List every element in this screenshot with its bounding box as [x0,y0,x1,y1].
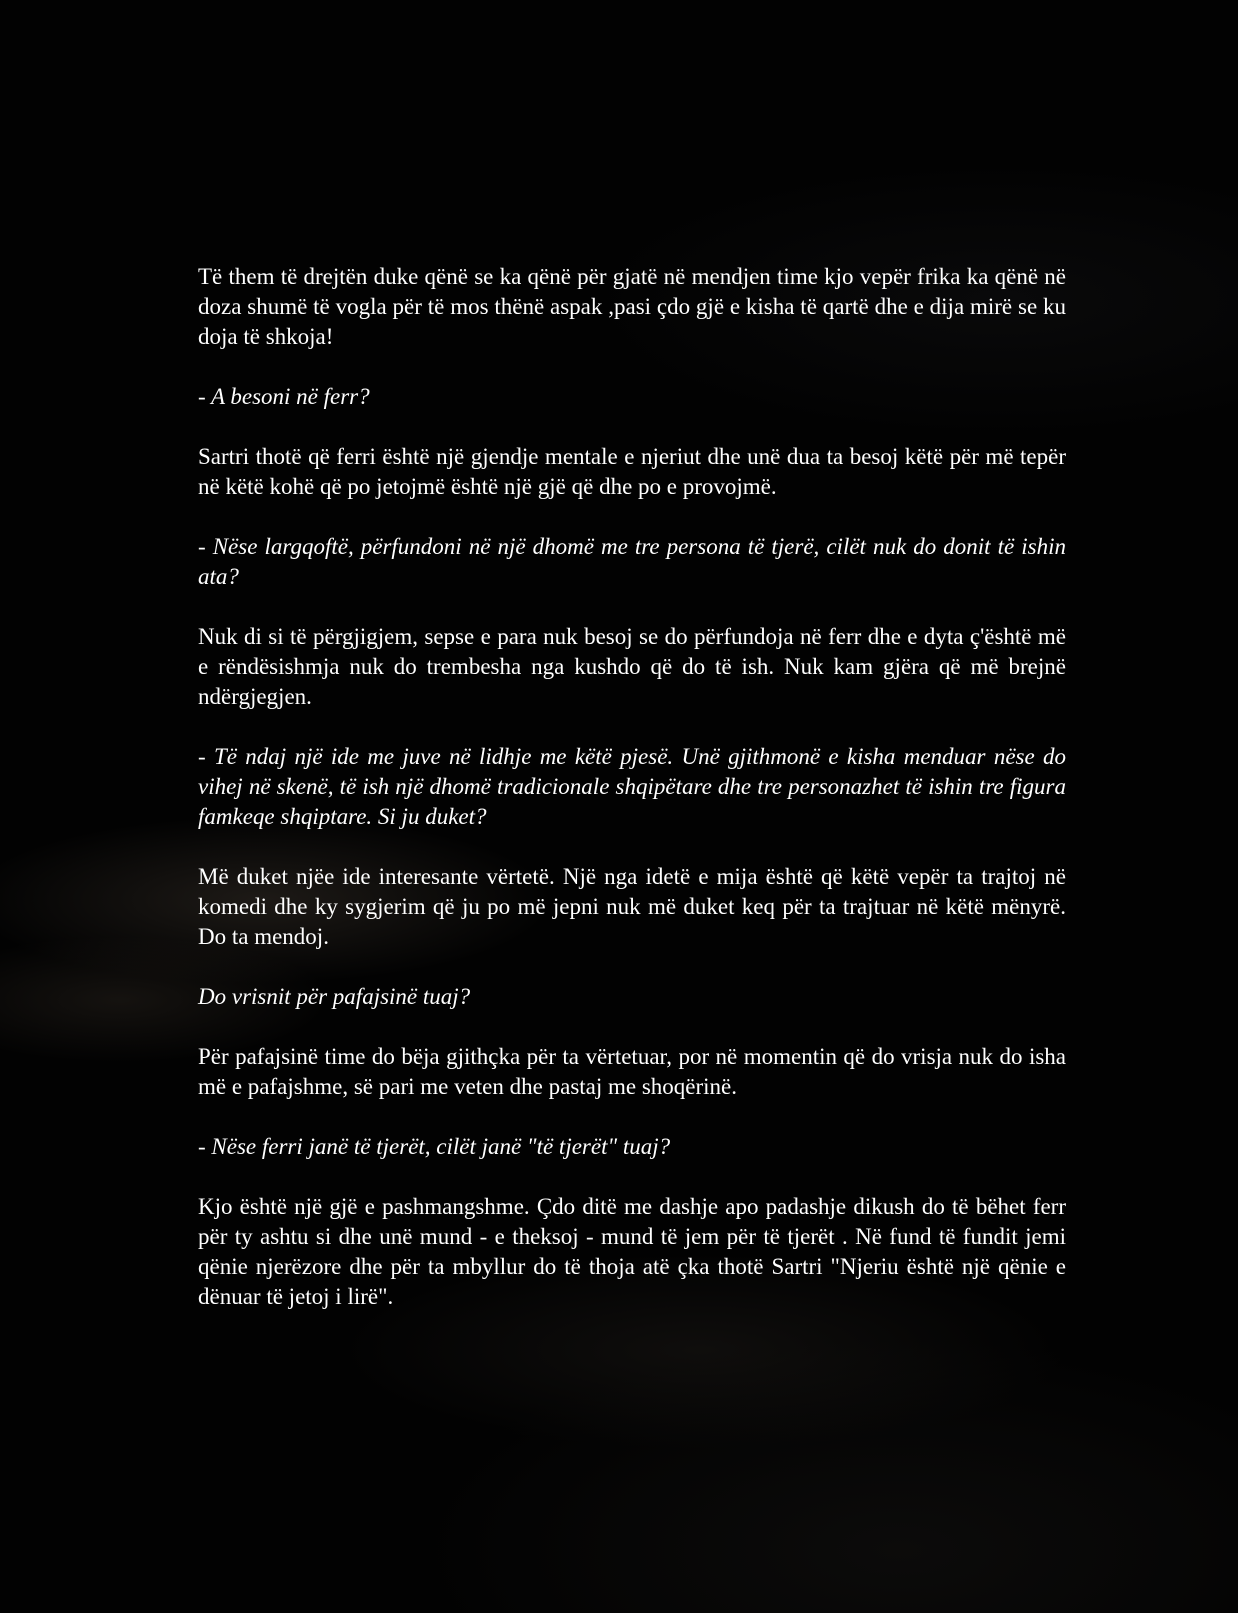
question-paragraph-5: - Nëse ferri janë të tjerët, cilët janë "të tjerët" tuaj? [198,1134,671,1159]
answer-paragraph-2: Sartri thotë që ferri është një gjendje mentale e njeriut dhe unë dua ta besoj këtë për më tepër në këtë kohë që po jetojmë është një gjë që dhe po e provojmë. [198,444,1066,499]
answer-paragraph-6: Kjo është një gjë e pashmangshme. Çdo ditë me dashje apo padashje dikush do të bëhet ferr për ty ashtu si dhe unë mund - e theksoj - mund të jem për të tjerët . Në fund të fundit jemi qënie njerëzore dhe për ta mbyllur do të thoja atë çka thotë Sartri "Njeriu është një qënie e dënuar të jetoj i lirë". [198,1194,1066,1309]
answer-paragraph-5: Për pafajsinë time do bëja gjithçka për ta vërtetuar, por në momentin që do vrisja nuk do isha më e pafajshme, së pari me veten dhe pastaj me shoqërinë. [198,1044,1066,1099]
question-paragraph-3: - Të ndaj një ide me juve në lidhje me këtë pjesë. Unë gjithmonë e kisha menduar nëse do vihej në skenë, të ish një dhomë tradicionale shqipëtare dhe tre personazhet të ishin tre figura famkeqe shqiptare. Si ju duket? [198,744,1066,829]
question-paragraph-1: - A besoni në ferr? [198,384,370,409]
interview-text [198,262,1066,1312]
question-paragraph-4: Do vrisnit për pafajsinë tuaj? [198,984,471,1009]
answer-paragraph-1: Të them të drejtën duke qënë se ka qënë për gjatë në mendjen time kjo vepër frika ka qënë në doza shumë të vogla për të mos thënë aspak ,pasi çdo gjë e kisha të qartë dhe e dija mirë se ku doja të shkoja! [198,264,1066,349]
answer-paragraph-4: Më duket njëe ide interesante vërtetë. Një nga idetë e mija është që këtë vepër ta trajtoj në komedi dhe ky sygjerim që ju po më jepni nuk më duket keq për ta trajtuar në këtë mënyrë. Do ta mendoj. [198,864,1066,949]
question-paragraph-2: - Nëse largqoftë, përfundoni në një dhomë me tre persona të tjerë, cilët nuk do donit të ishin ata? [198,534,1066,589]
answer-paragraph-3: Nuk di si të përgjigjem, sepse e para nuk besoj se do përfundoja në ferr dhe e dyta ç'është më e rëndësishmja nuk do trembesha nga kushdo që do të ish. Nuk kam gjëra që më brejnë ndërgjegjen. [198,624,1066,709]
